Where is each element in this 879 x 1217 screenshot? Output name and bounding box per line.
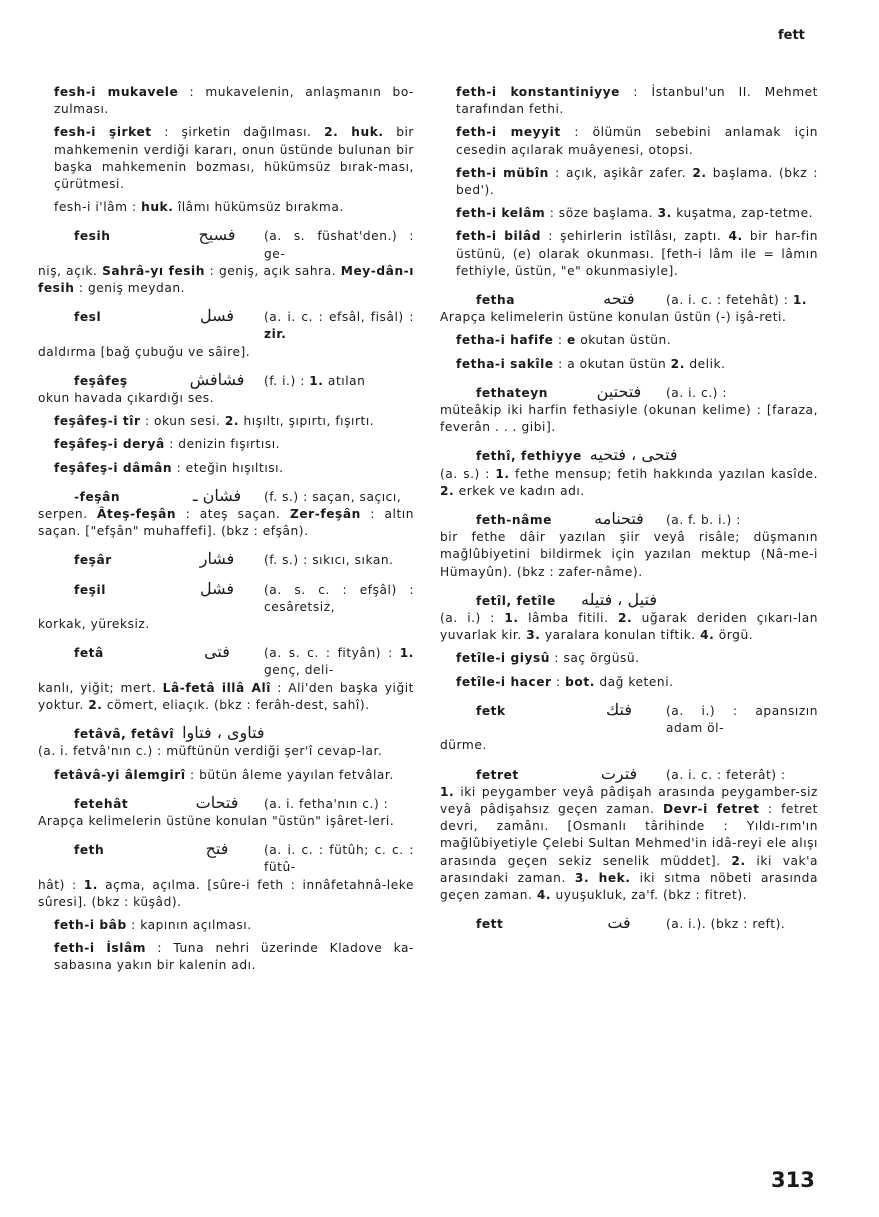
entry-head: [38, 643, 414, 679]
dictionary-entry: kanlı, yiğit; mert. Lâ-fetâ illâ Alî : Ali'den başka yiğit yoktur. 2. cömert, eliaçık. (bkz : ferâh-dest, sahî).: [38, 680, 414, 712]
headword: fethateyn: [476, 385, 548, 400]
arabic-spelling: فتحى ، فتحيه: [589, 445, 678, 465]
entry-head: [38, 550, 414, 569]
entry-head: [38, 794, 414, 813]
dictionary-entry: fesh-i mukavele : mukavelenin, anlaşmanın bo-zulması.: [54, 85, 414, 117]
arabic-spelling: فتح: [205, 839, 229, 859]
left-column: [38, 84, 414, 981]
arabic-spelling: فشافش: [189, 369, 245, 389]
dictionary-entry: feth-i bâb : kapının açılması.: [54, 917, 252, 932]
entry-head: [440, 290, 818, 309]
dictionary-entry: serpen. Âteş-feşân : ateş saçan. Zer-feşân : altın saçan. ["efşân" muhaffefi]. (bkz : efşân).: [38, 507, 414, 539]
entry-head: [440, 383, 818, 402]
etymology: (a. s. c. : fityân) : 1. genç, deli-: [264, 646, 414, 678]
headword: fetha: [476, 293, 516, 308]
headword: feşil: [74, 582, 106, 597]
arabic-spelling: فتاوى ، فتاوا: [182, 723, 265, 743]
headword: fett: [476, 917, 504, 932]
dictionary-entry: feşâfeş-i dâmân : eteğin hışıltısı.: [54, 460, 284, 475]
headword: fesih: [74, 229, 111, 244]
dictionary-entry: feth-i kelâm : söze başlama. 3. kuşatma, zap-tetme.: [456, 206, 814, 221]
entry-head: [440, 446, 818, 465]
headword: -feşân: [74, 489, 121, 504]
etymology: (a. i. c. : fetehât) : 1.: [666, 293, 808, 308]
entry-head: [38, 580, 414, 616]
headword: feth-nâme: [476, 513, 552, 528]
etymology: (a. i. c.) :: [666, 385, 728, 400]
headword: fethî, fethiyye: [476, 449, 582, 464]
headword: feşâr: [74, 553, 112, 568]
dictionary-entry: fetîle-i hacer : bot. dağ keteni.: [456, 674, 674, 689]
etymology: (f. s.) : sıkıcı, sıkan.: [264, 553, 394, 568]
dictionary-entry: dürme.: [440, 738, 487, 753]
entry-head: [38, 487, 414, 506]
etymology: (a. i. c. : efsâl, fisâl) : zir.: [264, 310, 414, 342]
headword: fetâvâ, fetâvî: [74, 727, 175, 742]
headword: fetehât: [74, 796, 129, 811]
arabic-spelling: فتيل ، فتيله: [581, 589, 657, 609]
headword: fetk: [476, 703, 506, 718]
dictionary-entry: feth-i mübîn : açık, aşikâr zafer. 2. başlama. (bkz : bed').: [456, 165, 818, 198]
entry-head: [38, 724, 414, 743]
etymology: (a. i. c. : feterât) :: [666, 767, 786, 782]
headword: feth: [74, 843, 105, 858]
arabic-spelling: فسيح: [198, 225, 236, 245]
dictionary-entry: Arapça kelimelerin üstüne konulan üstün (-) işâ-reti.: [440, 310, 787, 325]
dictionary-entry: feth-i meyyit : ölümün sebebini anlamak için cesedin açılarak muâyenesi, otopsi.: [456, 125, 818, 157]
dictionary-entry: feth-i konstantiniyye : İstanbul'un II. Mehmet tarafından fethi.: [456, 85, 818, 117]
dictionary-entry: fetâvâ-yi âlemgirî : bütün âleme yayılan fetvâlar.: [54, 767, 394, 782]
etymology: (a. i.). (bkz : reft).: [666, 917, 786, 932]
dictionary-entry: fetha-i hafife : e okutan üstün.: [456, 333, 672, 348]
entry-head: [38, 840, 414, 876]
arabic-spelling: فشان ـ: [192, 485, 242, 505]
entry-head: [440, 701, 818, 737]
entry-head: [440, 591, 818, 610]
dictionary-entry: Arapça kelimelerin üstüne konulan "üstün" işâret-leri.: [38, 813, 395, 828]
arabic-spelling: فشل: [199, 578, 235, 598]
dictionary-entry: feşâfeş-i tîr : okun sesi. 2. hışıltı, şıpırtı, fışırtı.: [54, 414, 375, 429]
arabic-spelling: فترت: [600, 763, 638, 783]
arabic-spelling: فتحات: [195, 792, 239, 812]
dictionary-entry: fetîle-i giysû : saç örgüsü.: [456, 651, 640, 666]
etymology: (a. s. füshat'den.) : ge-: [264, 229, 414, 261]
dictionary-entry: müteâkip iki harfin fethasiyle (okunan kelime) : [faraza, feverân . . . gibi].: [440, 403, 818, 435]
dictionary-entry: feth-i İslâm : Tuna nehri üzerinde Kladove ka-sabasına yakın bir kalenin adı.: [54, 941, 414, 973]
arabic-spelling: فسل: [199, 306, 235, 326]
dictionary-entry: (a. i. fetvâ'nın c.) : müftünün verdiği şer'î cevap-lar.: [38, 744, 383, 759]
entry-head: [38, 371, 414, 390]
entry-head: [38, 226, 414, 262]
dictionary-entry: fesh-i i'lâm : huk. îlâmı hükümsüz bırakma.: [54, 200, 344, 215]
page-number: 313: [771, 1168, 815, 1192]
headword: fesl: [74, 310, 102, 325]
dictionary-entry: (a. i.) : 1. lâmba fitili. 2. uğarak deriden çıkarı-lan yuvarlak kir. 3. yaralara konulan tiftik. 4. örgü.: [440, 611, 819, 643]
arabic-spelling: فتك: [606, 699, 632, 719]
arabic-spelling: فتحتين: [596, 381, 642, 401]
headword: fetîl, fetîle: [476, 593, 556, 608]
dictionary-entry: 1. iki peygamber veyâ pâdişah arasında peygamber-siz veyâ pâdişahsız geçen zaman. Devr-i fetret : fetret devri, zamânı. [Osmanlı târihinde : Yıldı-rım'ın mağlûbiyetiyle Çelebi Sultan Mehmed'in idâ-reyi ele alışı arasında geçen sekiz senelik müddet]. 2. iki vak'a arasındaki zaman. 3. hek. iki sıtma nöbeti arasında geçen zaman. 4. uyuşukluk, za'f. (bkz : fitret).: [440, 784, 818, 902]
dictionary-entry: fetha-i sakîle : a okutan üstün 2. delik.: [456, 356, 726, 371]
headword: feşâfeş: [74, 373, 128, 388]
right-column: [440, 84, 818, 933]
entry-head: [38, 307, 414, 343]
arabic-spelling: فتحه: [603, 289, 635, 309]
dictionary-entry: korkak, yüreksiz.: [38, 617, 150, 632]
dictionary-entry: daldırma [bağ çubuğu ve sâire].: [38, 344, 251, 359]
etymology: (a. s. c. : efşâl) : cesâretsiz,: [264, 582, 414, 614]
etymology: (a. i. c. : fütûh; c. c. : fütû-: [264, 843, 414, 875]
dictionary-entry: hât) : 1. açma, açılma. [sûre-i feth : innâfetahnâ-leke sûresi]. (bkz : küşâd).: [38, 877, 415, 909]
dictionary-entry: bir fethe dâir yazılan şiir veyâ risâle; düşmanın mağlûbiyetini bildirmek için yazılan mektup (Nâ-me-i Hümayûn). (bkz : zafer-nâme).: [440, 530, 818, 579]
running-header: fett: [778, 28, 805, 43]
arabic-spelling: فت: [607, 913, 631, 933]
dictionary-entry: feşâfeş-i deryâ : denizin fışırtısı.: [54, 437, 281, 452]
arabic-spelling: فشار: [199, 549, 235, 569]
headword: fetret: [476, 767, 519, 782]
dictionary-entry: (a. s.) : 1. fethe mensup; fetih hakkında yazılan kasîde. 2. erkek ve kadın adı.: [440, 466, 819, 498]
entry-head: [440, 765, 818, 784]
dictionary-entry: feth-i bilâd : şehirlerin istîlâsı, zaptı. 4. bir har-fin üstünü, (e) olarak okunması. [feth-i lâm ile = lâmın fethiyle, üstün, "e" okunmasiyle].: [456, 229, 818, 278]
etymology: (a. i. fetha'nın c.) :: [264, 796, 389, 811]
dictionary-entry: fesh-i şirket : şirketin dağılması. 2. huk. bir mahkemenin verdiği kararı, onun üstünde bulunan bir başka mahkemenin bozması, hükümsüz bırak-ması, çürütmesi.: [54, 125, 414, 192]
entry-head: [440, 510, 818, 529]
etymology: (f. s.) : saçan, saçıcı,: [264, 489, 402, 504]
dictionary-entry: okun havada çıkardığı ses.: [38, 391, 215, 406]
etymology: (a. i.) : apansızın adam öl-: [666, 703, 818, 736]
etymology: (f. i.) : 1. atılan: [264, 373, 366, 388]
entry-head: [440, 914, 818, 933]
dictionary-entry: niş, açık. Sahrâ-yı fesih : geniş, açık sahra. Mey-dân-ı fesih : geniş meydan.: [38, 263, 415, 296]
arabic-spelling: فتحنامه: [594, 509, 644, 529]
arabic-spelling: فتى: [204, 642, 230, 662]
etymology: (a. f. b. i.) :: [666, 513, 741, 528]
headword: fetâ: [74, 646, 104, 661]
